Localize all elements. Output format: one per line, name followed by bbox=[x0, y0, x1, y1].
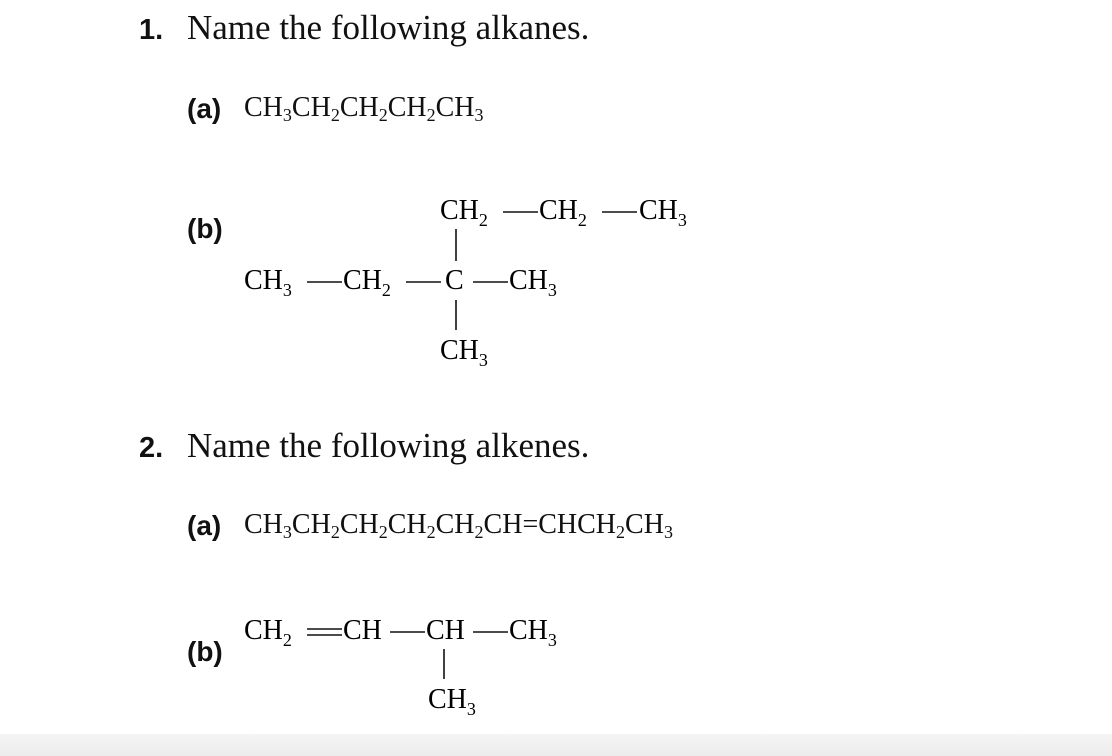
q1b-main-ch2: $CH_2$ bbox=[343, 265, 391, 300]
q2b-ch-1: CH bbox=[343, 615, 382, 646]
q1b-main-c: C bbox=[445, 265, 464, 296]
q1b-main-ch3: $CH_3$ bbox=[244, 265, 292, 300]
q2b-ch-2: CH bbox=[426, 615, 465, 646]
q2a-formula: $CH_3CH_2CH_2CH_2CH_2CH=CHCH_2CH_3$ bbox=[244, 509, 673, 542]
q2b-ch2: $CH_2$ bbox=[244, 615, 292, 650]
q2a-double-bond: = bbox=[522, 509, 539, 540]
q1b-main-ch3-right: $CH_3$ bbox=[509, 265, 557, 300]
q1-part-a-label: (a) bbox=[187, 93, 222, 124]
q1a-formula: $CH_3CH_2CH_2CH_2CH_3$ bbox=[244, 92, 484, 125]
question-1-text: Name the following alkanes. bbox=[187, 8, 590, 47]
question-2-text: Name the following alkenes. bbox=[187, 426, 590, 465]
q2b-structure bbox=[230, 604, 650, 724]
q1b-top-ch3: $CH_3$ bbox=[639, 195, 687, 230]
q1b-bottom-ch3: $CH_3$ bbox=[440, 335, 488, 370]
q2b-ch3: $CH_3$ bbox=[509, 615, 557, 650]
q2-part-b-label: (b) bbox=[187, 636, 223, 667]
bottom-bar bbox=[0, 734, 1112, 756]
question-2-number: 2. bbox=[139, 432, 164, 464]
q1b-top-ch2-1: $CH_2$ bbox=[440, 195, 488, 230]
question-1-number: 1. bbox=[139, 14, 164, 46]
q1b-top-ch2-2: $CH_2$ bbox=[539, 195, 587, 230]
q2b-bottom-ch3: $CH_3$ bbox=[428, 684, 476, 719]
q2-part-a-label: (a) bbox=[187, 510, 222, 541]
q1-part-b-label: (b) bbox=[187, 213, 223, 244]
q1b-structure bbox=[230, 185, 730, 375]
